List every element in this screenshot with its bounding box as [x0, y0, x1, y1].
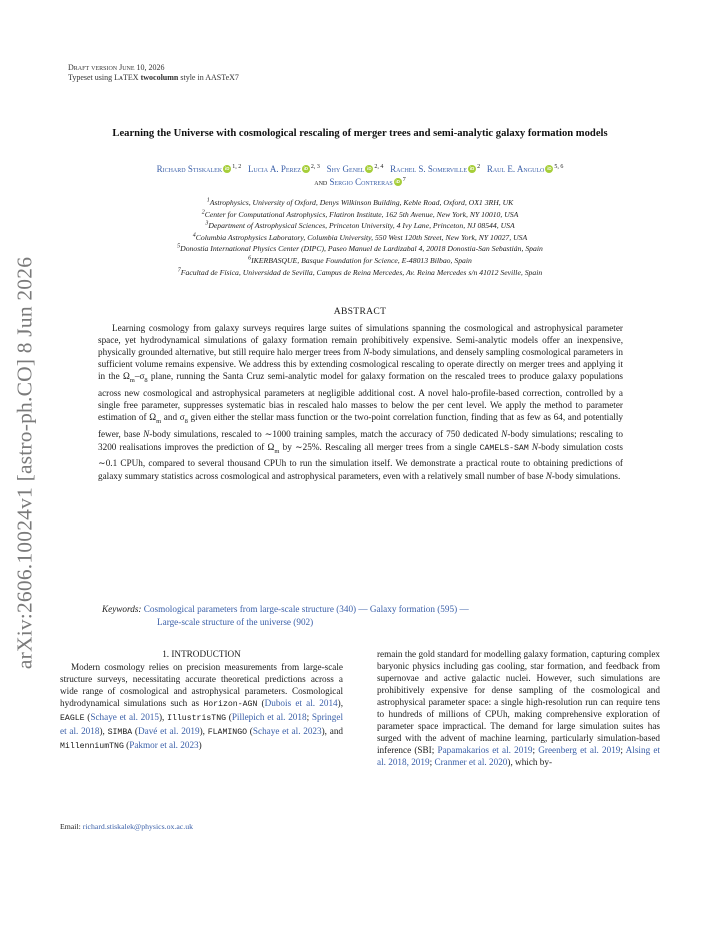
affiliation: $^5$Donostia International Physics Center (DIPC), Paseo Manuel de Lardizabal 4, 20018 Donostia-San Sebastián, Spain	[177, 243, 543, 254]
orcid-icon[interactable]	[365, 165, 373, 173]
orcid-icon[interactable]	[394, 178, 402, 186]
author-link[interactable]: Shy Genel	[326, 164, 365, 174]
draft-date: Draft version June 10, 2026	[68, 63, 165, 72]
author-link[interactable]: Sergio Contreras	[329, 177, 393, 187]
citation-link[interactable]: Springel et al. 2018	[60, 712, 343, 736]
citation-link[interactable]: Dubois et al. 2014	[264, 698, 338, 708]
citation-link[interactable]: Papamakarios et al. 2019	[437, 745, 533, 755]
code-camels-sam: CAMELS-SAM	[479, 443, 529, 453]
affiliation: $^1$Astrophysics, University of Oxford, Denys Wilkinson Building, Keble Road, Oxford, OX1 3RH, UK	[206, 197, 514, 207]
abstract-text: Learning cosmology from galaxy surveys requires large suites of simulations spanning the cosmological and astrophysical parameter space, yet hydrodynamical simulations of galaxy formation remain prohibitively expensive. Semi-analytic models offer an inexpensive, physically grounded alternative, but still require halo merger trees from N-body simulations, and densely sampling cosmological parameters in sufficient volume remains expensive. We address this by extending cosmological rescaling to operate directly on merger trees and applying it in the $\Omega_m-\sigma_8$ plane, running the Santa Cruz semi-analytic model for galaxy formation on the rescaled trees to produce galaxy populations across new cosmological and astrophysical parameters at negligible additional cost. A novel halo-profile-based correction, controlled by a single free parameter, suppresses systematic bias in rescaled halo masses to below the per cent level. We apply the method to parameter estimation of $\Omega_m$ and $\sigma_8$ given either the stellar mass function or the two-point correlation function, finding that as few as 64, and potentially fewer, base N-body simulations, rescaled to ∼1000 training samples, match the accuracy of 750 dedicated N-body simulations; rescaling to 3200 realisations improves the prediction of $\Omega_m$ by ∼25%. Rescaling all merger trees from a single CAMELS-SAM N-body simulation costs ∼0.1 CPUh, compared to several thousand CPUh to run the simulation itself. We demonstrate a practical route to obtaining predictions of galaxy summary statistics across cosmological and astrophysical parameters, even with a relatively small number of base N-body simulations.	[98, 323, 623, 481]
left-column	[60, 648, 343, 753]
citation-link[interactable]: Pillepich et al. 2018	[231, 712, 307, 722]
author-line-1: Richard StiskalekiD $^{1, 2}$ Lucia A. PereziD $^{2, 3}$ Shy GeneliD $^{2, 4}$ Rachel S. SomervilleiD $^2$ Raul E. AnguloiD $^{5, 6}$	[157, 164, 564, 174]
preprint-header	[68, 63, 239, 83]
email-footnote: Email: richard.stiskalek@physics.ox.ac.uk	[60, 822, 193, 831]
author-link[interactable]: Richard Stiskalek	[156, 164, 223, 174]
orcid-icon[interactable]	[223, 165, 231, 173]
affiliation: $^6$IKERBASQUE, Basque Foundation for Science, E-48013 Bilbao, Spain	[248, 255, 472, 265]
email-link[interactable]: richard.stiskalek@physics.ox.ac.uk	[82, 822, 193, 831]
orcid-icon[interactable]	[468, 165, 476, 173]
citation-link[interactable]: Davé et al. 2019	[138, 726, 200, 736]
citation-link[interactable]: Greenberg et al. 2019	[538, 745, 621, 755]
author-link[interactable]: Rachel S. Somerville	[390, 164, 468, 174]
affiliation-list	[60, 197, 660, 278]
citation-link[interactable]: Alsing et al. 2018, 2019	[377, 745, 660, 767]
orcid-icon[interactable]	[545, 165, 553, 173]
intro-paragraph-continued: remain the gold standard for modelling galaxy formation, capturing complex baryonic physics including gas cooling, star formation, and feedback from supernovae and active galactic nuclei. However, such simulations are prohibitively expensive for dense sampling of the cosmological and astrophysical parameter space: a single high-resolution run can require tens to hundreds of millions of CPUh, making comprehensive exploration of parameter space impractical. The demand for large simulation suites has surged with the advent of machine learning, particularly simulation-based inference (SBI; Papamakarios et al. 2019; Greenberg et al. 2019; Alsing et al. 2018, 2019; Cranmer et al. 2020), which by-	[377, 649, 660, 767]
keywords	[98, 603, 623, 628]
author-link[interactable]: Lucia A. Perez	[247, 164, 301, 174]
arxiv-stamp	[5, 238, 45, 688]
orcid-icon[interactable]	[302, 165, 310, 173]
section-heading: 1. INTRODUCTION	[162, 649, 241, 659]
abstract-heading: ABSTRACT	[333, 306, 387, 317]
typeset-note: Typeset using LᴀTEX twocolumn style in AASTeX7	[68, 73, 239, 82]
citation-link[interactable]: Pakmor et al. 2023	[129, 740, 199, 750]
citation-link[interactable]: Schaye et al. 2015	[90, 712, 159, 722]
citation-link[interactable]: Schaye et al. 2023	[252, 726, 322, 736]
affiliation: $^2$Center for Computational Astrophysics, Flatiron Institute, 162 5th Avenue, New York, NY 10010, USA	[201, 209, 519, 219]
latex-logo: LᴀTEX	[114, 73, 139, 82]
affiliation: $^3$Department of Astrophysical Sciences, Princeton University, 4 Ivy Lane, Princeton, NJ 08544, USA	[205, 220, 515, 231]
authors-and: and	[314, 177, 328, 187]
paper-title: Learning the Universe with cosmological rescaling of merger trees and semi-analytic galaxy formation models	[112, 128, 608, 139]
intro-paragraph: Modern cosmology relies on precision measurements from large-scale structure surveys, necessitating accurate theoretical predictions across a wide range of cosmological and astrophysical parameters. Cosmological hydrodynamical simulations such as Horizon-AGN (Dubois et al. 2014), EAGLE (Schaye et al. 2015), IllustrisTNG (Pillepich et al. 2018; Springel et al. 2018), SIMBA (Davé et al. 2019), FLAMINGO (Schaye et al. 2023), and MillenniumTNG (Pakmor et al. 2023)	[60, 662, 344, 751]
keyword-links[interactable]: Large-scale structure of the universe (902)	[157, 616, 314, 627]
affiliation: $^7$Facultad de Física, Universidad de Sevilla, Campus de Reina Mercedes, Av. Reina Mercedes s/n 41012 Seville, Spain	[177, 267, 543, 277]
keyword-links[interactable]: Cosmological parameters from large-scale structure (340) — Galaxy formation (595) —	[143, 604, 469, 614]
affiliation: $^4$Columbia Astrophysics Laboratory, Columbia University, 550 West 120th Street, New York, NY 10027, USA	[192, 232, 528, 242]
author-link[interactable]: Raul E. Angulo	[486, 164, 545, 174]
arxiv-id: arXiv:2606.10024v1 [astro-ph.CO] 8 Jun 2026	[12, 256, 37, 670]
right-column	[377, 648, 660, 768]
keywords-label: Keywords:	[102, 604, 142, 614]
citation-link[interactable]: Cranmer et al. 2020	[434, 757, 508, 767]
author-list: Richard StiskalekiD $^{1, 2}$ Lucia A. PereziD $^{2, 3}$ Shy GeneliD $^{2, 4}$ Rachel S. SomervilleiD $^2$ Raul E. AnguloiD $^{5, 6}$ and Sergio ContrerasiD $^7$	[60, 163, 660, 189]
